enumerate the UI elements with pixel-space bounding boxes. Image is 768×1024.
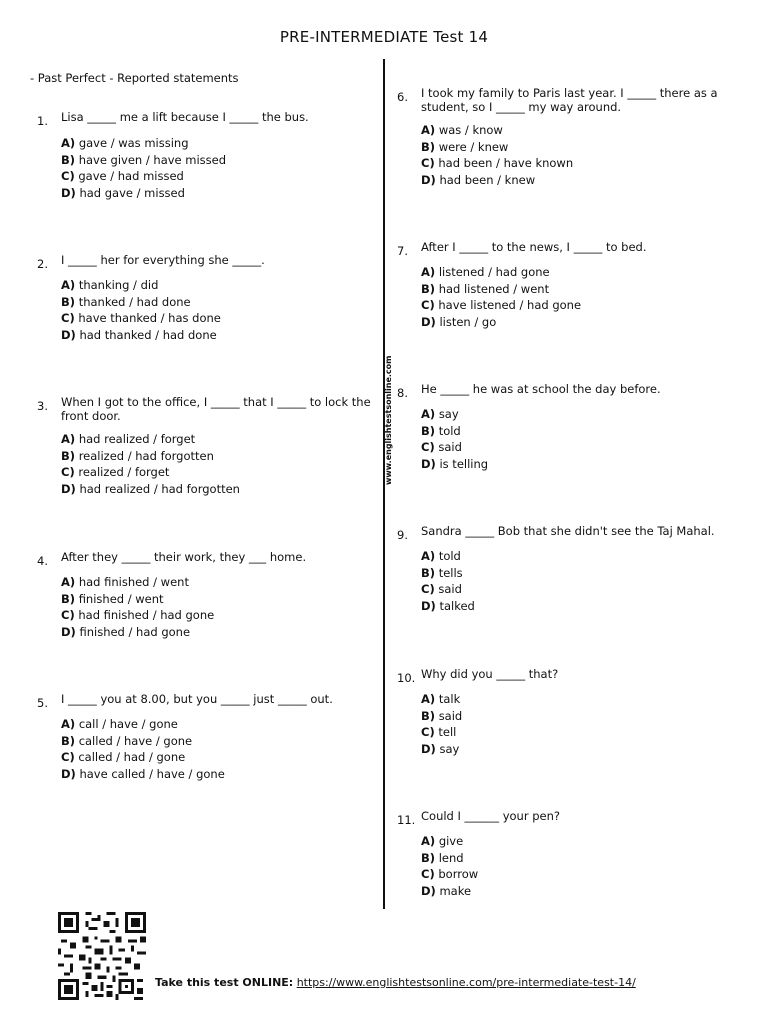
test-online-link[interactable]: https://www.englishtestsonline.com/pre-intermediate-test-14/ bbox=[296, 976, 636, 989]
question-number: 7. bbox=[397, 244, 408, 258]
question-number: 4. bbox=[37, 554, 48, 568]
question-stem: I took my family to Paris last year. I _____ there as a student, so I _____ my way around. bbox=[421, 86, 718, 114]
option-c[interactable]: C) said bbox=[421, 440, 462, 454]
option-a[interactable]: A) say bbox=[421, 407, 459, 421]
option-d[interactable]: D) finished / had gone bbox=[61, 624, 191, 639]
online-test-footer bbox=[155, 976, 636, 989]
option-b[interactable]: B) finished / went bbox=[61, 591, 164, 606]
option-a[interactable]: A) listened / had gone bbox=[421, 265, 550, 279]
answer-options bbox=[421, 124, 573, 190]
question-number: 3. bbox=[37, 399, 48, 413]
option-d[interactable]: D) is telling bbox=[421, 456, 489, 471]
option-a[interactable]: A) had realized / forget bbox=[61, 432, 196, 446]
question-stem: Lisa _____ me a lift because I _____ the bus. bbox=[61, 110, 309, 124]
question-number: 5. bbox=[37, 696, 48, 710]
answer-options bbox=[61, 576, 214, 642]
option-a[interactable]: A) had finished / went bbox=[61, 575, 189, 589]
question-number: 11. bbox=[397, 813, 416, 827]
option-a[interactable]: A) call / have / gone bbox=[61, 717, 178, 731]
question-number: 6. bbox=[397, 90, 408, 104]
answer-options bbox=[61, 137, 226, 203]
option-c[interactable]: C) have thanked / has done bbox=[61, 311, 221, 325]
option-c[interactable]: C) borrow bbox=[421, 867, 479, 881]
question-stem: When I got to the office, I _____ that I _____ to lock the front door. bbox=[61, 395, 371, 423]
option-a[interactable]: A) was / know bbox=[421, 123, 503, 137]
option-b[interactable]: B) had listened / went bbox=[421, 281, 550, 296]
question-number: 2. bbox=[37, 257, 48, 271]
answer-options bbox=[421, 693, 462, 759]
option-b[interactable]: B) realized / had forgotten bbox=[61, 448, 214, 463]
option-d[interactable]: D) had thanked / had done bbox=[61, 327, 217, 342]
option-b[interactable]: B) were / knew bbox=[421, 139, 509, 154]
question-number: 8. bbox=[397, 386, 408, 400]
site-watermark: www.englishtestsonline.com bbox=[384, 355, 393, 485]
option-c[interactable]: C) tell bbox=[421, 725, 457, 739]
option-b[interactable]: B) called / have / gone bbox=[61, 733, 193, 748]
answer-options bbox=[421, 550, 475, 616]
option-d[interactable]: D) had realized / had forgotten bbox=[61, 481, 240, 496]
option-a[interactable]: A) told bbox=[421, 549, 461, 563]
qr-code-icon[interactable] bbox=[58, 912, 146, 1000]
option-d[interactable]: D) listen / go bbox=[421, 314, 497, 329]
option-c[interactable]: C) realized / forget bbox=[61, 465, 170, 479]
question-stem: After I _____ to the news, I _____ to bed. bbox=[421, 240, 647, 254]
option-a[interactable]: A) thanking / did bbox=[61, 278, 159, 292]
page-title: PRE-INTERMEDIATE Test 14 bbox=[279, 28, 489, 46]
option-a[interactable]: A) talk bbox=[421, 692, 461, 706]
option-c[interactable]: C) called / had / gone bbox=[61, 750, 186, 764]
option-c[interactable]: C) had been / have known bbox=[421, 156, 574, 170]
option-d[interactable]: D) make bbox=[421, 883, 472, 898]
option-d[interactable]: D) have called / have / gone bbox=[61, 766, 225, 781]
answer-options bbox=[421, 408, 488, 474]
option-d[interactable]: D) talked bbox=[421, 598, 475, 613]
option-c[interactable]: C) gave / had missed bbox=[61, 169, 184, 183]
question-stem: I _____ her for everything she _____. bbox=[61, 253, 265, 267]
option-b[interactable]: B) told bbox=[421, 423, 461, 438]
question-stem: He _____ he was at school the day before. bbox=[421, 382, 661, 396]
answer-options bbox=[421, 835, 478, 901]
answer-options bbox=[61, 279, 221, 345]
option-b[interactable]: B) have given / have missed bbox=[61, 152, 227, 167]
question-stem: Sandra _____ Bob that she didn't see the Taj Mahal. bbox=[421, 524, 715, 538]
option-d[interactable]: D) say bbox=[421, 741, 460, 756]
question-stem: I _____ you at 8.00, but you _____ just _____ out. bbox=[61, 692, 333, 706]
question-number: 10. bbox=[397, 671, 416, 685]
option-b[interactable]: B) thanked / had done bbox=[61, 294, 191, 309]
option-b[interactable]: B) said bbox=[421, 708, 463, 723]
option-a[interactable]: A) give bbox=[421, 834, 464, 848]
question-stem: Why did you _____ that? bbox=[421, 667, 559, 681]
answer-options bbox=[61, 718, 225, 784]
question-number: 1. bbox=[37, 114, 48, 128]
option-c[interactable]: C) said bbox=[421, 582, 462, 596]
question-stem: After they _____ their work, they ___ home. bbox=[61, 550, 307, 564]
answer-options bbox=[421, 266, 581, 332]
test-topic: - Past Perfect - Reported statements bbox=[30, 71, 239, 85]
question-stem: Could I ______ your pen? bbox=[421, 809, 560, 823]
footer-label: Take this test ONLINE: bbox=[155, 976, 294, 989]
option-a[interactable]: A) gave / was missing bbox=[61, 136, 189, 150]
answer-options bbox=[61, 433, 240, 499]
option-c[interactable]: C) had finished / had gone bbox=[61, 608, 215, 622]
option-b[interactable]: B) tells bbox=[421, 565, 463, 580]
option-d[interactable]: D) had been / knew bbox=[421, 172, 536, 187]
question-number: 9. bbox=[397, 528, 408, 542]
option-c[interactable]: C) have listened / had gone bbox=[421, 298, 582, 312]
option-b[interactable]: B) lend bbox=[421, 850, 464, 865]
option-d[interactable]: D) had gave / missed bbox=[61, 185, 185, 200]
